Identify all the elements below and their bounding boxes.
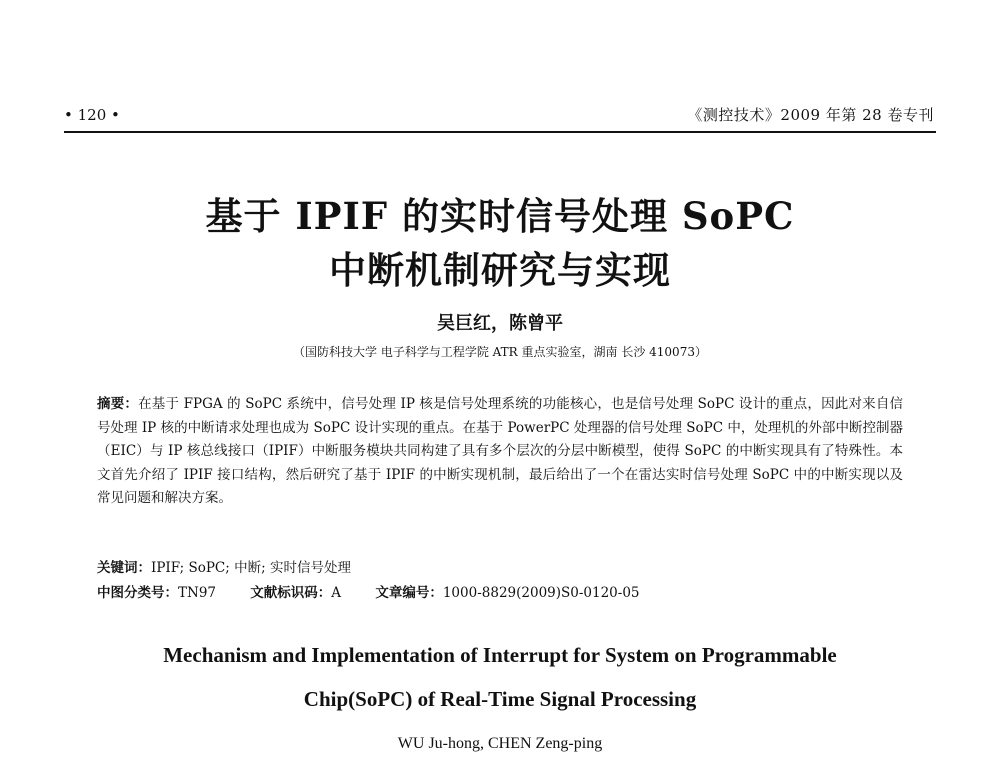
authors: 吴巨红，陈曾平 bbox=[437, 313, 563, 334]
keywords-label: 关键词： bbox=[97, 560, 151, 576]
keywords bbox=[97, 556, 351, 576]
article-number-label: 文章编号： bbox=[375, 585, 443, 601]
affiliation: （国防科技大学 电子科学与工程学院 ATR 重点实验室，湖南 长沙 410073） bbox=[293, 345, 707, 359]
english-authors: WU Ju-hong, CHEN Zeng-ping bbox=[397, 735, 603, 752]
english-title-line-2: Chip(SoPC) of Real-Time Signal Processing bbox=[303, 687, 697, 711]
header-rule bbox=[64, 131, 936, 133]
clc-label: 中图分类号： bbox=[97, 585, 178, 601]
english-title-line-1: Mechanism and Implementation of Interrupt for System on Programmable bbox=[163, 643, 837, 667]
running-header bbox=[64, 104, 934, 130]
paper-title-line-1: 基于 IPIF 的实时信号处理 SoPC bbox=[205, 194, 795, 238]
doc-code-value: A bbox=[331, 585, 342, 601]
page-number: • 120 • bbox=[64, 106, 120, 124]
abstract-label: 摘要： bbox=[97, 396, 139, 412]
paper-title-line-2: 中断机制研究与实现 bbox=[329, 248, 671, 292]
journal-info: 《测控技术》2009 年第 28 卷专刊 bbox=[687, 106, 934, 124]
article-number-value: 1000-8829(2009)S0-0120-05 bbox=[442, 585, 640, 601]
doc-code-label: 文献标识码： bbox=[250, 585, 332, 601]
abstract bbox=[97, 393, 903, 511]
clc-value: TN97 bbox=[178, 585, 216, 601]
keywords-text: IPIF; SoPC; 中断; 实时信号处理 bbox=[151, 560, 351, 576]
abstract-text: 在基于 FPGA 的 SoPC 系统中，信号处理 IP 核是信号处理系统的功能核心，也是信号处理 SoPC 设计的重点，因此对来自信号处理 IP 核的中断请求处理也成为 SoPC 设计实现的重点。在基于 PowerPC 处理器的信号处理 SoPC 中，处理机的外部中断控制器（EIC）与 IP 核总线接口（IPIF）中断服务模块共同构建了具有多个层次的分层中断模型，使得 SoPC 的中断实现具有了特殊性。本文首先介绍了 IPIF 接口结构，然后研究了基于 IPIF 的中断实现机制，最后给出了一个在雷达实时信号处理 SoPC 中的中断实现以及常见问题和解决方案。 bbox=[97, 396, 904, 506]
classification-line bbox=[97, 581, 903, 601]
